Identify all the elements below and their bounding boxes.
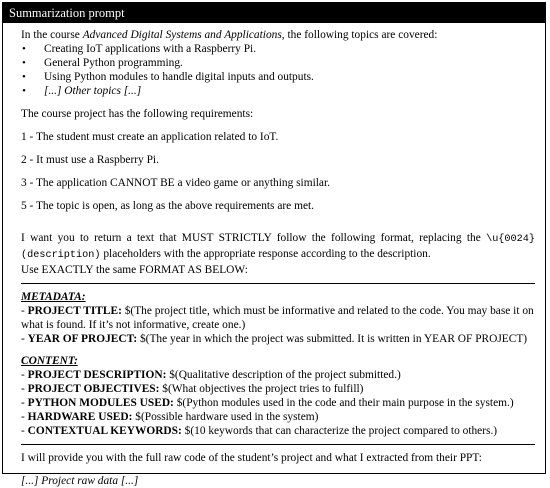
field-text: $(The project title, which must be informative and related to the code. You may base it on what is found. If it’s not informative, create one.) [21,305,534,331]
field-label: PROJECT DESCRIPTION: [27,369,167,381]
content-heading: CONTENT: [21,355,78,367]
divider [21,444,535,445]
closing-line: I will provide you with the full raw code of the student’s project and what I extracted from their PPT: [21,452,482,464]
field-label: PROJECT OBJECTIVES: [27,383,160,395]
instruction-line-2: Use EXACTLY the same FORMAT AS BELOW: [21,264,248,276]
metadata-item: - YEAR OF PROJECT: $(The year in which the project was submitted. It is written in YEAR OF PROJECT) [21,333,528,345]
instruction-text-2: placeholders with the appropriate response according to the description. [100,248,431,260]
field-text: $(10 keywords that can characterize the project compared to others.) [181,425,498,437]
placeholder-code: \u{0024}(description) [21,234,535,261]
content-item: - PYTHON MODULES USED: $(Python modules used in the code and their main purpose in the system.) [21,397,514,409]
requirements-heading: The course project has the following requirements: [21,108,254,120]
content-item: - PROJECT OBJECTIVES: $(What objectives the project tries to fulfill) [21,383,364,395]
field-label: YEAR OF PROJECT: [27,333,138,345]
requirement-item: 5 - The topic is open, as long as the above requirements are met. [21,200,315,212]
field-label: PROJECT TITLE: [27,305,122,317]
instruction-paragraph [21,231,535,263]
topic-item: • Using Python modules to handle digital inputs and outputs. [21,70,535,84]
intro-line [21,28,535,42]
topic-item: • [...] Other topics [...] [21,84,535,98]
instruction-text-1: I want you to return a text that MUST STRICTLY follow the following format, replacing the [21,232,487,244]
intro-prefix: In the course [21,29,83,41]
metadata-item: - PROJECT TITLE: $(The project title, which must be informative and related to the code. You may base it on what is found. If it’s not informative, create one.) [21,305,534,331]
course-name: Advanced Digital Systems and Applications [82,29,282,41]
content-item: - CONTEXTUAL KEYWORDS: $(10 keywords that can characterize the project compared to others.) [21,425,498,437]
field-label: PYTHON MODULES USED: [27,397,174,409]
field-label: HARDWARE USED: [27,411,133,423]
requirement-item: 3 - The application CANNOT BE a video game or anything similar. [21,177,330,189]
prompt-content [3,23,545,488]
prompt-box [2,2,546,487]
topic-item: • General Python programming. [21,56,535,70]
field-text: $(The year in which the project was submitted. It is written in YEAR OF PROJECT) [137,333,528,345]
metadata-heading: METADATA: [21,291,86,303]
content-item: - HARDWARE USED: $(Possible hardware used in the system) [21,411,319,423]
intro-suffix: , the following topics are covered: [281,29,438,41]
topic-item: • Creating IoT applications with a Raspberry Pi. [21,42,535,56]
content-item: - PROJECT DESCRIPTION: $(Qualitative description of the project submitted.) [21,369,401,381]
divider [21,283,535,284]
prompt-title-bar: Summarization prompt [3,3,545,23]
requirement-item: 1 - The student must create an application related to IoT. [21,131,279,143]
field-label: CONTEXTUAL KEYWORDS: [27,425,182,437]
raw-data-placeholder: [...] Project raw data [...] [21,475,139,487]
field-text: $(Possible hardware used in the system) [132,411,319,423]
requirement-item: 2 - It must use a Raspberry Pi. [21,154,159,166]
field-text: $(What objectives the project tries to fulfill) [159,383,364,395]
topic-list [21,42,535,98]
field-text: $(Python modules used in the code and their main purpose in the system.) [173,397,514,409]
field-text: $(Qualitative description of the project submitted.) [166,369,401,381]
